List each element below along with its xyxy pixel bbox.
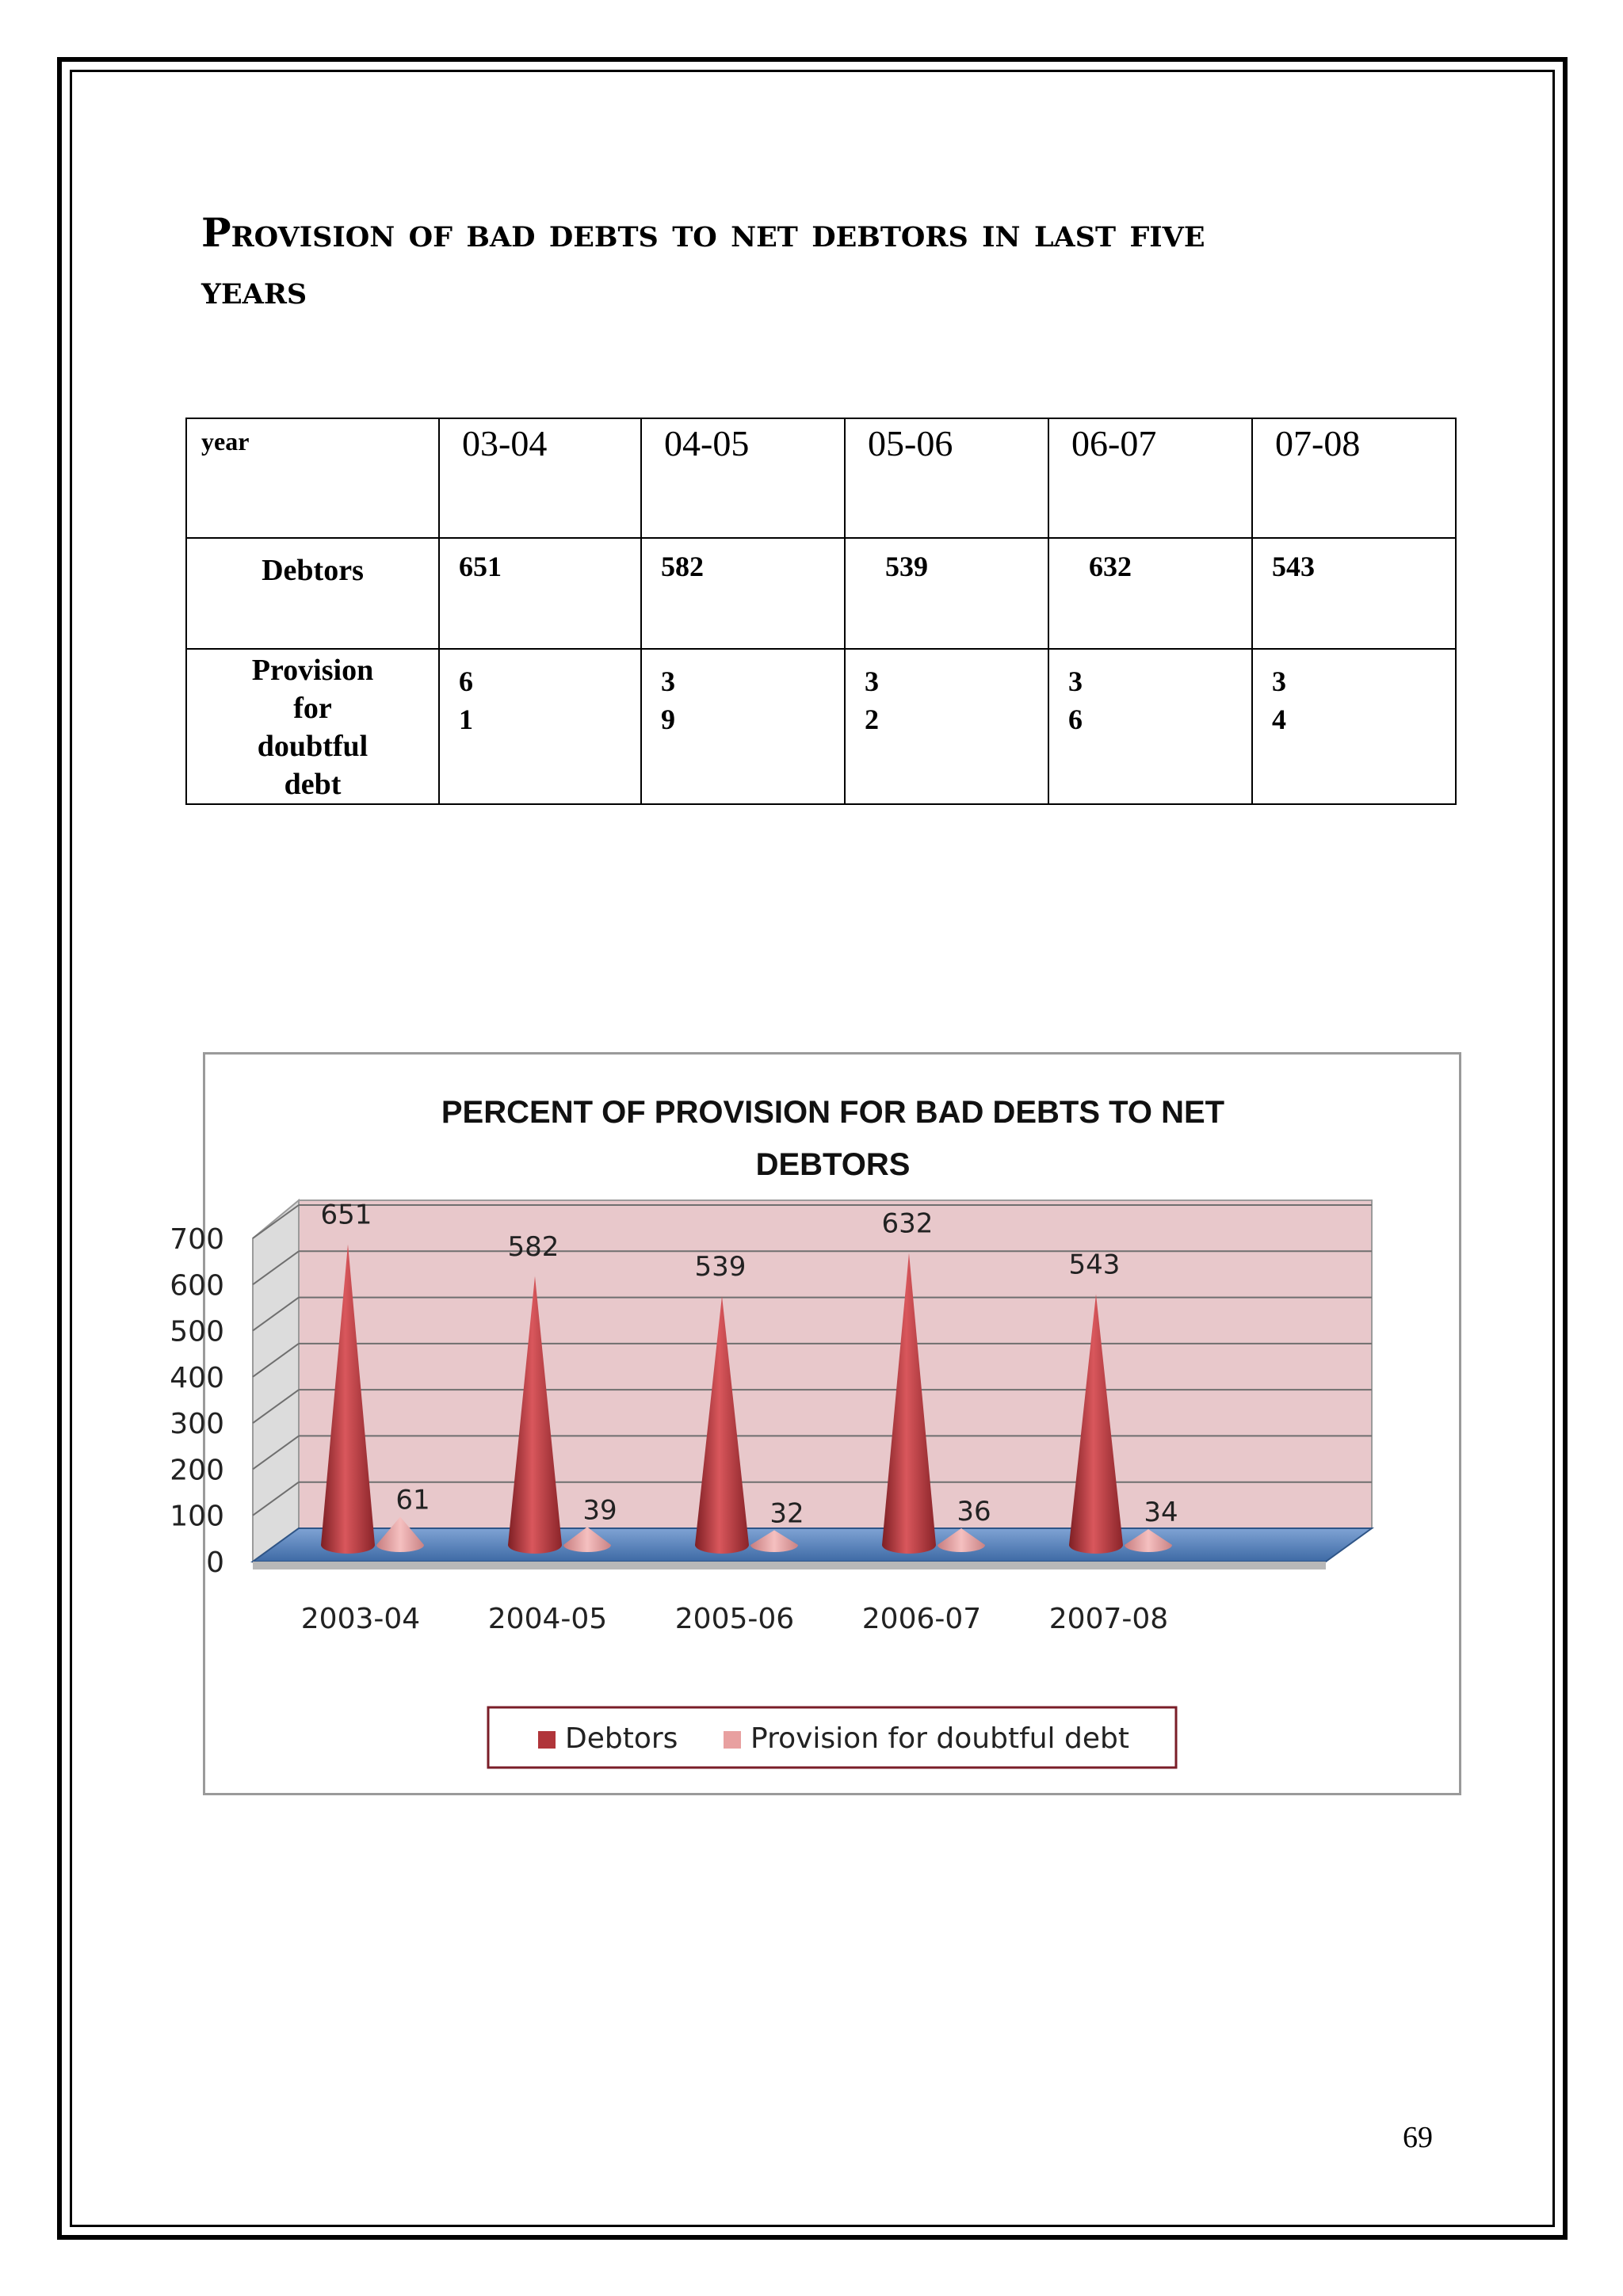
heading-line-1: Provision of bad debts to net debtors in last five xyxy=(201,209,1205,256)
x-category-label: 2005-06 xyxy=(674,1603,795,1635)
legend-swatch xyxy=(538,1731,556,1749)
chart-floor-edge xyxy=(253,1562,1326,1569)
y-tick-label: 500 xyxy=(170,1315,224,1348)
debtors-label-cell: Debtors xyxy=(186,538,439,649)
heading-line-2: years xyxy=(201,266,307,313)
provision-data-label: 32 xyxy=(769,1497,804,1530)
chart-title-line-1: PERCENT OF PROVISION FOR BAD DEBTS TO NET xyxy=(441,1095,1225,1130)
y-tick-label: 400 xyxy=(170,1361,224,1394)
provision-digit: 3 xyxy=(865,666,879,697)
provision-digit: 2 xyxy=(865,704,879,735)
debtors-data-label: 543 xyxy=(1068,1249,1121,1281)
year-cell: 03-04 xyxy=(439,418,641,538)
provision-data-label: 34 xyxy=(1144,1497,1178,1529)
debtors-data-label: 582 xyxy=(507,1230,559,1263)
provision-value-cell xyxy=(439,649,641,804)
chart-title-line-2: DEBTORS xyxy=(755,1147,911,1182)
provision-label-cell xyxy=(186,649,439,804)
x-category-label: 2007-08 xyxy=(1048,1603,1169,1635)
page-number: 69 xyxy=(1403,2121,1433,2154)
provision-label-line: Provision xyxy=(251,654,374,687)
y-tick-label: 600 xyxy=(170,1269,224,1302)
y-tick-label: 300 xyxy=(170,1408,224,1441)
x-category-label: 2004-05 xyxy=(487,1603,608,1635)
legend-label: Provision for doubtful debt xyxy=(750,1722,1129,1755)
debtors-value-cell: 632 xyxy=(1048,538,1252,649)
chart-container xyxy=(170,1052,1461,1795)
legend-label: Debtors xyxy=(565,1722,678,1755)
year-cell: 06-07 xyxy=(1048,418,1252,538)
provision-digit: 4 xyxy=(1272,704,1286,735)
chart-side-wall xyxy=(253,1200,299,1562)
y-tick-label: 700 xyxy=(170,1223,224,1256)
debtors-data-label: 651 xyxy=(320,1199,372,1231)
y-tick-label: 200 xyxy=(170,1454,224,1487)
provision-digit: 3 xyxy=(1272,666,1286,697)
provision-digit: 1 xyxy=(459,704,473,735)
provision-digit: 3 xyxy=(1068,666,1083,697)
debtors-data-label: 539 xyxy=(694,1250,747,1283)
chart-title xyxy=(441,1095,1224,1182)
provision-value-cell xyxy=(641,649,845,804)
table-row-debtors xyxy=(186,538,1456,649)
provision-label-line: debt xyxy=(284,768,342,801)
provision-value-cell xyxy=(1048,649,1252,804)
provision-data-label: 36 xyxy=(957,1496,991,1528)
provision-digit: 6 xyxy=(459,666,473,697)
provision-digit: 9 xyxy=(661,704,675,735)
y-tick-label: 0 xyxy=(206,1547,224,1579)
table-row-provision xyxy=(186,649,1456,804)
provision-label-line: for xyxy=(293,692,332,725)
provision-digit: 6 xyxy=(1068,704,1083,735)
year-cell: 04-05 xyxy=(641,418,845,538)
debtors-data-label: 632 xyxy=(881,1207,934,1240)
x-category-label: 2006-07 xyxy=(861,1603,982,1635)
debtors-value-cell: 543 xyxy=(1252,538,1456,649)
page-heading xyxy=(201,204,1390,318)
legend-swatch xyxy=(724,1731,741,1749)
chart-back-wall xyxy=(299,1200,1372,1528)
provision-value-cell xyxy=(1252,649,1456,804)
provision-data-label: 39 xyxy=(582,1494,617,1527)
year-cell: 07-08 xyxy=(1252,418,1456,538)
cone-chart xyxy=(170,1055,1459,1793)
provision-digit: 3 xyxy=(661,666,675,697)
x-category-label: 2003-04 xyxy=(300,1603,421,1635)
debtors-value-cell: 582 xyxy=(641,538,845,649)
chart-plot-area xyxy=(170,1199,1372,1768)
y-tick-label: 100 xyxy=(170,1500,224,1533)
debtors-table xyxy=(185,418,1457,805)
debtors-value-cell: 539 xyxy=(845,538,1048,649)
year-cell: 05-06 xyxy=(845,418,1048,538)
debtors-value-cell: 651 xyxy=(439,538,641,649)
provision-label-line: doubtful xyxy=(257,730,369,763)
year-header-cell: year xyxy=(186,418,439,538)
provision-value-cell xyxy=(845,649,1048,804)
provision-data-label: 61 xyxy=(395,1484,430,1516)
table-row-years xyxy=(186,418,1456,538)
